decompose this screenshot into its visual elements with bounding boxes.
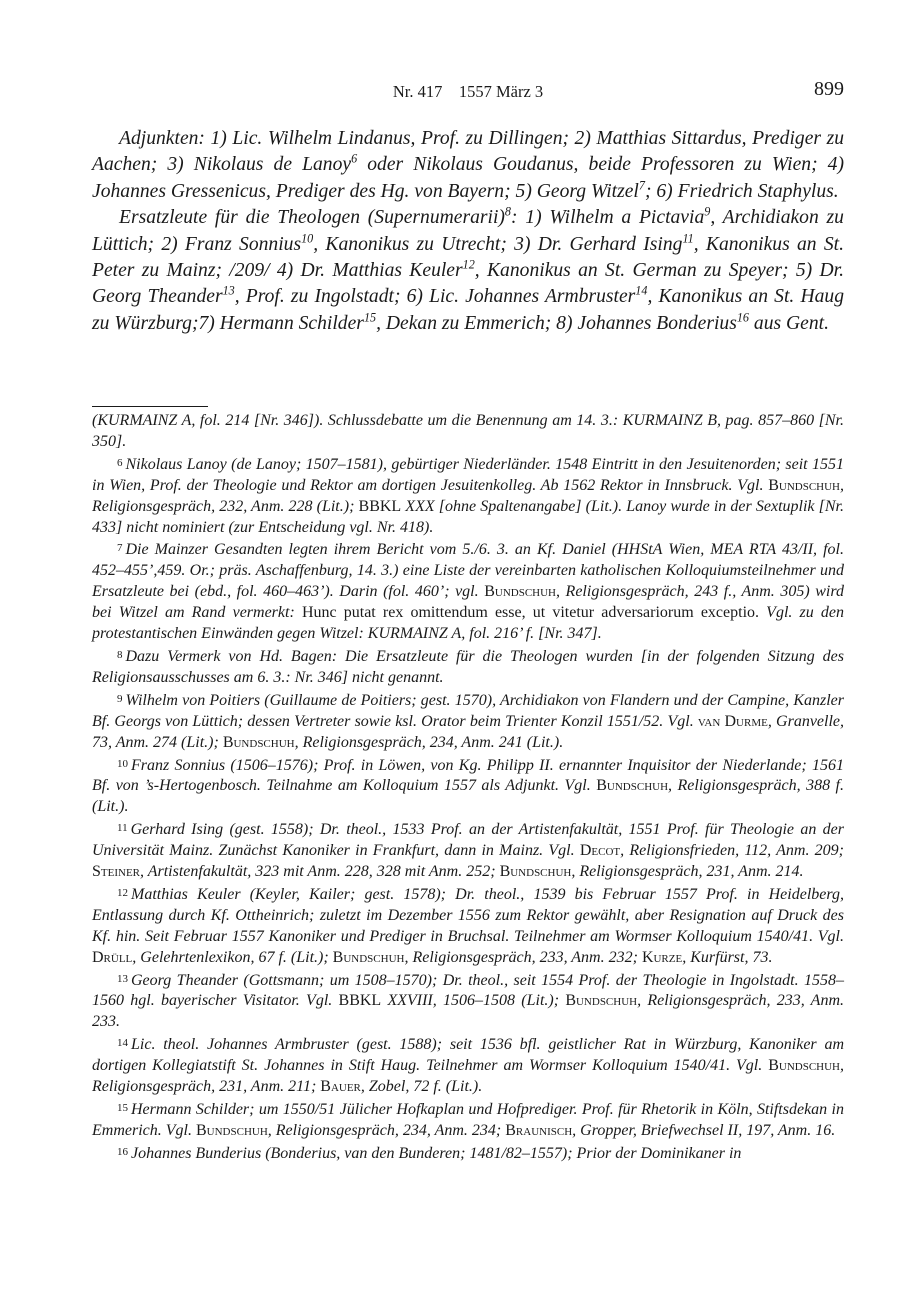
author-name: Bundschuh [195,1121,268,1139]
author-name: Bundschuh [332,948,405,966]
author-name: Bundschuh [222,733,295,751]
text-run: , Kanonikus an St. German zu Speyer; 5) Dr. Georg Theander [92,260,845,308]
text-run: Johannes Bunderius (Bonderius, van den Bunderen; 1481/82–1557); Prior der Dominikaner in [131,1144,742,1162]
footnote-8 [92,645,844,689]
text-run: , Gelehrtenlexikon, 67 f. (Lit.); [132,948,333,966]
footnote-number: 11 [117,822,128,835]
text-run: , Kanonikus an St. Haug zu Würzburg;7) Hermann Schilder [92,286,844,334]
footnote-number: 15 [117,1102,128,1114]
author-name: Steiner [92,863,140,881]
footnote-ref: 15 [363,310,377,325]
text-run: Franz Sonnius (1506–1576); Prof. in Löwen, von Kg. Philipp II. ernannter Inquisitor der Niederlande; 1561 Bf. von ’s-Hertogenbosch. Teilnahme am Kolloquium 1557 als Adjunkt. Vgl. [92,756,844,795]
paragraph-ersatzleute [92,205,844,337]
text-run: , Granvelle, 73, Anm. 274 (Lit.); [92,712,845,751]
text-run: , Religionsgespräch, 388 f. (Lit.). [92,777,844,816]
footnote-number: 13 [117,972,128,985]
footnote-ref: 7 [638,178,645,193]
text-run: , Religionsgespräch, 233, Anm. 232; [404,948,642,966]
footnote-number: 10 [117,757,128,770]
text-run: Wilhelm von Poitiers (Guillaume de Poitiers; gest. 1570), Archidiakon von Flandern und der Campine, Kanzler Bf. Georgs von Lüttich; dessen Vertreter sowie ksl. Orator beim Trienter Konzil 1551/52. Vgl. [92,691,844,730]
text-run: , Artistenfakultät, 323 mit Anm. 228, 328 mit Anm. 252; [140,863,500,881]
author-name: Drüll [92,948,133,966]
footnote-16 [92,1142,844,1165]
footnotes [92,411,844,1165]
text-run: : 1) Wilhelm a Pictavia [511,207,705,229]
author-name: Bundschuh [565,992,638,1010]
main-text [92,126,844,337]
text-run: Georg Theander (Gottsmann; um 1508–1570); Dr. theol., seit 1554 Prof. der Theologie in Ingolstadt. 1558–1560 hgl. bayerischer Visitator. Vgl. [92,971,844,1010]
text-run: ; 6) Friedrich Staphylus. [644,180,839,202]
author-name: van Durme [697,712,768,730]
author-name: Bundschuh [768,1057,840,1075]
text-run: , Zobel, 72 f. (Lit.). [360,1078,483,1096]
footnote-number: 9 [117,692,123,705]
footnote-continuation: (KURMAINZ A, fol. 214 [Nr. 346]). Schlussdebatte um die Benennung am 14. 3.: KURMAINZ B, pag. 857–860 [Nr. 350]. [92,412,844,450]
footnote-number: 8 [117,648,123,661]
footnote-ref: 8 [504,204,511,219]
paragraph-adjunkten [92,126,844,205]
footnote-ref: 6 [351,151,358,166]
footnote-7 [92,538,844,645]
text-run: , Religionsgespräch, 234, Anm. 234; [267,1121,506,1139]
footnote-15 [92,1098,844,1142]
footnote-10 [92,754,844,819]
text-run: Adjunkten: 1) Lic. Wilhelm Lindanus, Prof. zu Dillingen; 2) Matthias Sittardus, Prediger zu Aachen; 3) Nikolaus de Lanoy [92,128,844,176]
text-run: Lic. theol. Johannes Armbruster (gest. 1588); seit 1536 bfl. geistlicher Rat in Würzburg, Kanoniker am dortigen Kollegiatstift St. Johannes in Stift Haug. Teilnehmer am Wormser Kolloquium 1540/41. Vgl. [92,1036,844,1075]
abbreviation: BBKL [358,497,402,515]
text-run: , Religionsgespräch, 231, Anm. 211; [92,1057,844,1096]
author-name: Bundschuh [768,476,840,494]
text-run: , Religionsgespräch, 243 f., Anm. 305) wird bei Witzel am Rand vermerkt: [92,583,845,622]
footnote-number: 12 [117,886,128,899]
text-run: , Religionsgespräch, 232, Anm. 228 (Lit.); [92,476,844,515]
footnote-9 [92,689,844,754]
text-run: XXVIII, 1506–1508 (Lit.); [381,992,566,1010]
footnote-11 [92,818,844,883]
text-run: , Kanonikus an St. Peter zu Mainz; /209/ 4) Dr. Matthias Keuler [92,233,844,282]
text-run: , Kurfürst, 73. [682,948,773,966]
text-run: aus Gent. [749,312,830,334]
footnote-divider [92,406,208,407]
text-run: Hermann Schilder; um 1550/51 Jülicher Hofkaplan und Hofprediger. Prof. für Rhetorik in Köln, Stiftsdekan in Emmerich. Vgl. [92,1101,844,1139]
footnote-ref: 11 [682,231,694,246]
footnote-6 [92,453,844,539]
footnote-number: 14 [117,1037,128,1050]
text-run: Nikolaus Lanoy (de Lanoy; 1507–1581), gebürtiger Niederländer. 1548 Eintritt in den Jesuitenorden; seit 1551 in Wien, Prof. der Theologie und Rektor am dortigen Jesuitenkolleg. Ab 1562 Rektor in Innsbruck. Vgl. [92,455,844,494]
text-run: , Kanonikus zu Utrecht; 3) Dr. Gerhard Ising [313,233,683,255]
footnote-number: 7 [117,542,123,555]
text-run: Gerhard Ising (gest. 1558); Dr. theol., 1533 Prof. an der Artistenfakultät, 1551 Prof. für Theologie an der Universität Mainz. Zunächst Kanoniker in Frankfurt, dann in Mainz. Vgl. [92,821,844,860]
footnote-13 [92,969,844,1034]
author-name: Decot [579,842,621,860]
text-run: , Prof. zu Ingolstadt; 6) Lic. Johannes Armbruster [234,286,636,308]
footnote-ref: 13 [222,283,235,298]
text-run: , Gropper, Briefwechsel II, 197, Anm. 16. [572,1121,836,1139]
abbreviation: BBKL [338,992,382,1010]
running-title: Nr. 417 1557 März 3 [392,82,544,101]
footnote-ref: 14 [635,283,648,298]
footnote-ref: 12 [462,257,475,272]
latin-quote: Hunc putat rex omittendum esse, ut vitetur adversariorum exceptio. [301,604,760,622]
footnote-ref: 9 [704,204,711,219]
author-name: Bundschuh [499,863,572,881]
text-run: Vgl. zu den protestantischen Einwänden gegen Witzel: KURMAINZ A, fol. 216’ f. [Nr. 347]. [92,604,845,643]
text-run: , Archidiakon zu Lüttich; 2) Franz Sonnius [92,207,844,255]
text-run: Die Mainzer Gesandten legten ihrem Bericht vom 5./6. 3. an Kf. Daniel (HHStA Wien, MEA RTA 43/II, fol. 452–455’,459. Or.; präs. Aschaffenburg, 14. 3.) eine Liste der vereinbarten katholischen Kolloquiumsteilnehmer und Ersatzleute bei (ebd., fol. 460–463’). Darin (fol. 460’; vgl. [92,541,844,601]
author-name: Bundschuh [484,583,556,601]
footnote-12 [92,883,844,969]
text-run: Matthias Keuler (Keyler, Kailer; gest. 1578); Dr. theol., 1539 bis Februar 1557 Prof. in Heidelberg, Entlassung durch Kf. Ottheinrich; zuletzt im Dezember 1556 zum Rektor gewählt, aber Resignation auf Druck des Kf. hin. Seit Februar 1557 Kanoniker und Prediger in Bruchsal. Teilnehmer am Wormser Kolloquium 1540/41. Vgl. [92,885,844,945]
author-name: Kurze [641,948,683,966]
text-run: Ersatzleute für die Theologen (Supernumerarii) [119,207,505,229]
footnote-14 [92,1033,844,1098]
text-run: , Religionsfrieden, 112, Anm. 209; [620,842,845,860]
footnote-ref: 10 [301,231,314,246]
page-header [92,80,844,106]
author-name: Braunisch [505,1121,573,1139]
text-run: , Religionsgespräch, 231, Anm. 214. [571,863,804,881]
text-run: XXX [ohne Spaltenangabe] (Lit.). Lanoy wurde in der Sextuplik [Nr. 433] nicht nominiert (zur Entscheidung vgl. Nr. 418). [92,497,844,536]
author-name: Bauer [320,1078,361,1096]
footnote-ref: 16 [736,310,749,325]
text-run: Dazu Vermerk von Hd. Bagen: Die Ersatzleute für die Theologen wurden [in der folgenden Sitzung des Religionsausschusses am 6. 3.: Nr. 346] nicht genannt. [92,647,844,686]
footnote-number: 6 [117,456,123,469]
author-name: Bundschuh [596,777,669,795]
page-number: 899 [814,78,844,100]
text-run: , Religionsgespräch, 234, Anm. 241 (Lit.). [294,733,564,751]
footnote-number: 16 [117,1145,128,1158]
text-run: , Dekan zu Emmerich; 8) Johannes Bonderius [376,312,737,334]
text-run: oder Nikolaus Goudanus, beide Professoren zu Wien; 4) Johannes Gressenicus, Prediger des Hg. von Bayern; 5) Georg Witzel [92,154,844,202]
text-run: , Religionsgespräch, 233, Anm. 233. [92,992,845,1031]
